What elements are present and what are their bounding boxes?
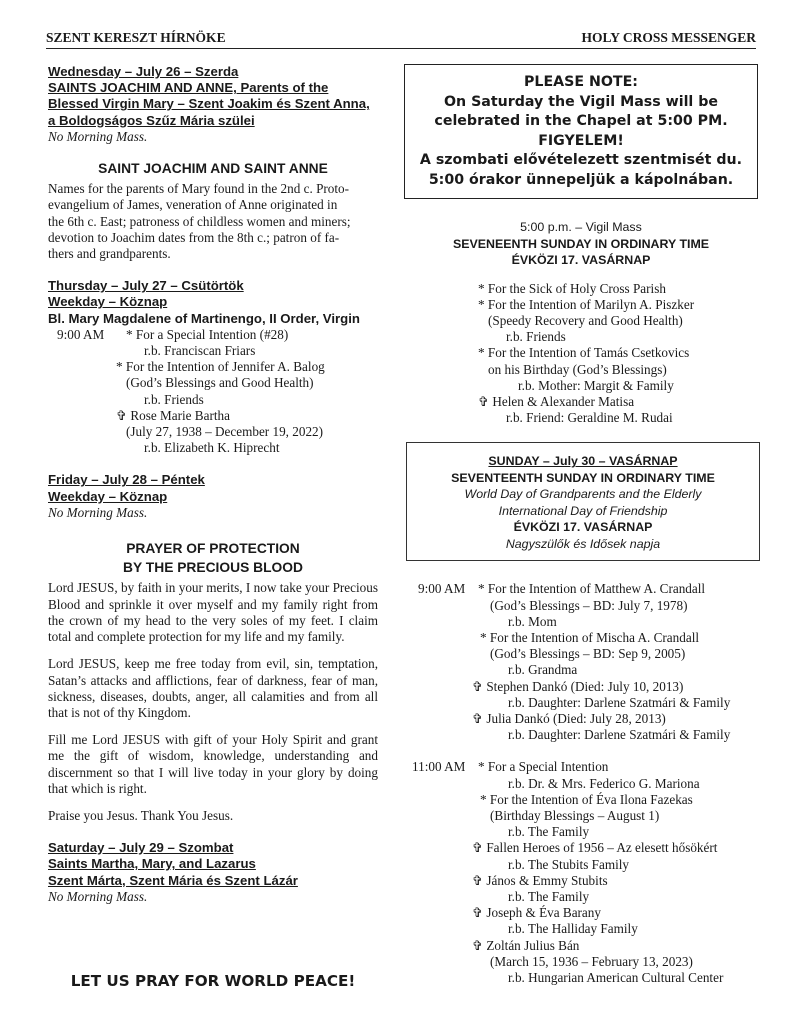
left-column <box>48 64 378 905</box>
mass-requested-by: r.b. The Family <box>508 824 590 840</box>
mass-requested-by: r.b. Mom <box>508 613 557 629</box>
mass-intention-detail: (God’s Blessings – BD: Sep 9, 2005) <box>490 646 686 662</box>
sunday-subtitle: World Day of Grandparents and the Elderly <box>464 487 702 502</box>
mass-intention: * For the Intention of Mischa A. Crandall <box>480 629 700 645</box>
mass-intention-detail: (Birthday Blessings – August 1) <box>490 807 660 823</box>
wednesday-note: No Morning Mass. <box>48 128 148 144</box>
mass-requested-by: r.b. Friend: Geraldine M. Rudai <box>506 410 673 426</box>
mass-requested-by: r.b. Franciscan Friars <box>144 343 256 359</box>
saints-line1: Names for the parents of Mary found in the 2nd c. Proto- <box>48 181 350 197</box>
prayer-section <box>48 541 378 824</box>
vigil-title: SEVENEENTH SUNDAY IN ORDINARY TIME <box>452 236 710 251</box>
thursday-date: Thursday – July 27 – Csütörtök <box>48 278 244 294</box>
thursday-weekday: Weekday – Köznap <box>48 294 168 310</box>
mass-line <box>412 759 758 775</box>
mass-requested-by: r.b. Hungarian American Cultural Center <box>508 970 724 985</box>
saturday-feast-line1: Saints Martha, Mary, and Lazarus <box>48 856 256 872</box>
wednesday-feast-line1: SAINTS JOACHIM AND ANNE, Parents of the <box>48 80 329 96</box>
sunday-subtitle: International Day of Friendship <box>498 503 668 518</box>
mass-time: 9:00 AM <box>418 581 466 597</box>
mass-requested-by: r.b. Elizabeth K. Hiprecht <box>144 440 280 456</box>
saturday-section <box>48 840 378 905</box>
mass-intention: ✞ Stephen Dankó (Died: July 10, 2013) <box>472 678 684 694</box>
page-header <box>46 30 756 49</box>
mass-requested-by: r.b. Daughter: Darlene Szatmári & Family <box>508 727 731 743</box>
saints-line5: thers and grandparents. <box>48 246 171 262</box>
mass-intention-detail: (March 15, 1936 – February 13, 2023) <box>490 953 693 969</box>
friday-section <box>48 472 378 521</box>
prayer-closing: Praise you Jesus. Thank You Jesus. <box>48 807 234 823</box>
saints-line2: evangelium of James, veneration of Anne originated in <box>48 197 338 213</box>
wednesday-section <box>48 64 378 145</box>
mass-intention: ✞ János & Emmy Stubits <box>472 872 608 888</box>
mass-requested-by: r.b. Dr. & Mrs. Federico G. Mariona <box>508 775 700 791</box>
thursday-mass-1 <box>48 327 378 343</box>
thursday-section <box>48 278 378 456</box>
mass-time: 11:00 AM <box>412 759 466 775</box>
saturday-date: Saturday – July 29 – Szombat <box>48 840 234 856</box>
prayer-paragraph: Lord JESUS, by faith in your merits, I now take your Precious Blood and sprinkle it over myself and my family right from the crown of my head to the very soles of my feet. I claim total and complete protection for my life and my family. <box>48 580 378 645</box>
mass-requested-by: r.b. Daughter: Darlene Szatmári & Family <box>508 694 731 710</box>
right-column <box>404 64 758 986</box>
mass-intention: * For the Intention of Jennifer A. Balog <box>116 359 325 375</box>
mass-intention-detail: (God’s Blessings – BD: July 7, 1978) <box>490 597 688 613</box>
friday-date: Friday – July 28 – Péntek <box>48 472 205 488</box>
mass-time: 9:00 AM <box>57 326 105 342</box>
friday-weekday: Weekday – Köznap <box>48 488 168 504</box>
sunday-title-hu: ÉVKÖZI 17. VASÁRNAP <box>513 520 653 535</box>
mass-intention-detail: (Speedy Recovery and Good Health) <box>488 312 683 328</box>
eleven-am-mass <box>412 759 758 986</box>
mass-requested-by: r.b. Friends <box>144 391 204 407</box>
mass-requested-by: r.b. Grandma <box>508 662 578 678</box>
saints-text <box>48 181 378 262</box>
vigil-intentions <box>404 281 758 427</box>
mass-intention: * For the Intention of Matthew A. Crandall <box>478 581 706 597</box>
please-note-box <box>404 64 758 199</box>
wednesday-feast-line3: a Boldogságos Szűz Mária szülei <box>48 112 255 128</box>
note-line: FIGYELEM! <box>538 132 624 149</box>
mass-requested-by: r.b. The Family <box>508 888 590 904</box>
mass-requested-by: r.b. The Halliday Family <box>508 921 638 937</box>
mass-intention-detail: (God’s Blessings and Good Health) <box>126 375 314 391</box>
note-line: PLEASE NOTE: <box>524 74 638 90</box>
mass-intention: * For a Special Intention <box>478 759 609 775</box>
prayer-title-line1: PRAYER OF PROTECTION <box>126 541 300 557</box>
mass-intention: * For the Intention of Tamás Csetkovics <box>478 345 690 361</box>
note-line: A szombati elővételezett szentmisét du. <box>419 152 743 168</box>
wednesday-date: Wednesday – July 26 – Szerda <box>48 64 239 79</box>
mass-requested-by: r.b. Mother: Margit & Family <box>518 377 674 393</box>
header-left-title: SZENT KERESZT HÍRNÖKE <box>46 30 226 45</box>
mass-intention-detail: on his Birthday (God’s Blessings) <box>488 361 667 377</box>
mass-intention: ✞ Rose Marie Bartha <box>116 407 230 423</box>
note-line: celebrated in the Chapel at 5:00 PM. <box>434 113 728 129</box>
vigil-heading <box>404 219 758 269</box>
saints-line3: the 6th c. East; patroness of childless women and miners; <box>48 213 351 229</box>
sunday-box <box>406 442 760 561</box>
mass-intention-detail: (July 27, 1938 – December 19, 2022) <box>126 424 324 440</box>
mass-line <box>418 581 758 597</box>
header-right-title: HOLY CROSS MESSENGER <box>581 30 756 45</box>
thursday-feast: Bl. Mary Magdalene of Martinengo, II Order, Virgin <box>48 310 360 326</box>
mass-intention: ✞ Julia Dankó (Died: July 28, 2013) <box>472 710 666 726</box>
wednesday-feast-line2: Blessed Virgin Mary – Szent Joakim és Szent Anna, <box>48 96 370 112</box>
mass-intention: ✞ Joseph & Éva Barany <box>472 905 601 921</box>
sunday-subtitle-hu: Nagyszülők és Idősek napja <box>505 536 661 551</box>
friday-note: No Morning Mass. <box>48 504 148 520</box>
mass-intention: ✞ Fallen Heroes of 1956 – Az elesett hősökért <box>472 840 718 856</box>
mass-requested-by: r.b. The Stubits Family <box>508 856 630 872</box>
saturday-feast-line2: Szent Márta, Szent Mária és Szent Lázár <box>48 872 298 888</box>
mass-intention: * For the Intention of Marilyn A. Piszker <box>478 296 695 312</box>
nine-am-mass <box>418 581 758 743</box>
saints-line4: devotion to Joachim dates from the 8th c.; patron of fa- <box>48 229 340 245</box>
saints-title: SAINT JOACHIM AND SAINT ANNE <box>98 161 328 177</box>
sunday-date: SUNDAY – July 30 – VASÁRNAP <box>488 454 678 469</box>
sunday-title: SEVENTEENTH SUNDAY IN ORDINARY TIME <box>451 470 715 485</box>
mass-intention: * For a Special Intention (#28) <box>126 326 289 342</box>
vigil-time: 5:00 p.m. – Vigil Mass <box>520 220 642 234</box>
note-line: 5:00 órakor ünnepeljük a kápolnában. <box>428 171 734 188</box>
mass-requested-by: r.b. Friends <box>506 329 566 345</box>
world-peace-banner: LET US PRAY FOR WORLD PEACE! <box>70 972 356 990</box>
note-line: On Saturday the Vigil Mass will be <box>443 93 719 110</box>
prayer-title-line2: BY THE PRECIOUS BLOOD <box>123 560 303 576</box>
mass-intention: ✞ Zoltán Julius Bán <box>472 937 580 953</box>
vigil-title-hu: ÉVKÖZI 17. VASÁRNAP <box>511 253 651 267</box>
mass-intention: * For the Intention of Éva Ilona Fazekas <box>480 791 693 807</box>
prayer-paragraph: Fill me Lord JESUS with gift of your Holy Spirit and grant me the gift of wisdom, knowledge, understanding and discernment so that I will live today in your glory by doing that which is right. <box>48 732 378 796</box>
saints-section <box>48 161 378 262</box>
saturday-note: No Morning Mass. <box>48 888 148 904</box>
mass-intention: ✞ Helen & Alexander Matisa <box>478 393 635 409</box>
prayer-paragraph: Lord JESUS, keep me free today from evil, sin, temptation, Satan’s attacks and afflictions, fear of darkness, fear of man, sickness, diseases, doubts, anger, all calamities and from all that is not of thy Kingdom. <box>48 656 378 720</box>
mass-intention: * For the Sick of Holy Cross Parish <box>478 280 666 296</box>
